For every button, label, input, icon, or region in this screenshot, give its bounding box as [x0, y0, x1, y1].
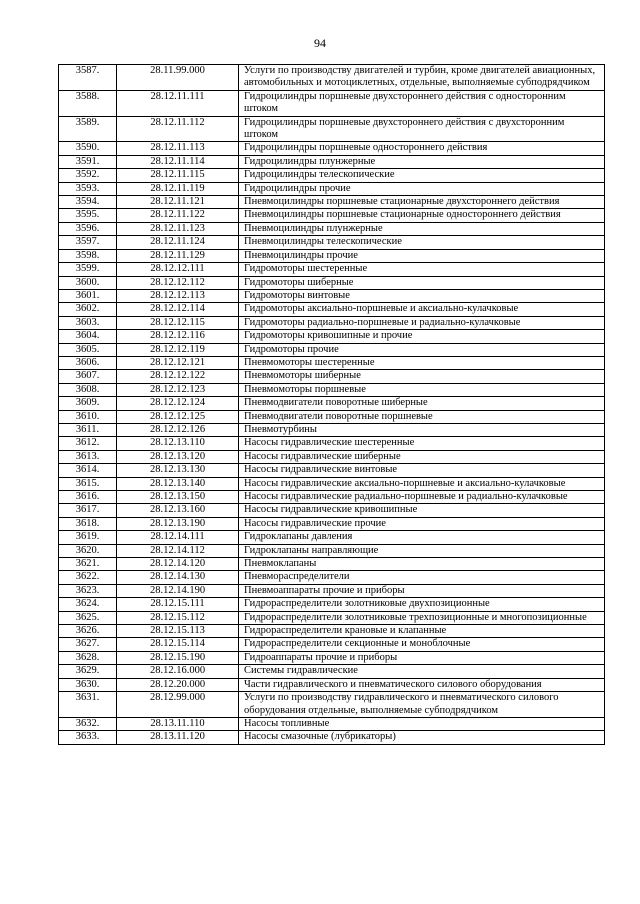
row-description: Гидроцилиндры плунжерные: [239, 155, 605, 168]
row-code: 28.12.14.111: [117, 531, 239, 544]
row-code: 28.12.99.000: [117, 692, 239, 718]
table-row: [59, 303, 605, 316]
row-number: 3608.: [59, 383, 117, 396]
row-code: 28.12.13.150: [117, 491, 239, 504]
row-code: 28.12.16.000: [117, 665, 239, 678]
table-row: [59, 155, 605, 168]
row-number: 3633.: [59, 731, 117, 744]
row-number: 3629.: [59, 665, 117, 678]
table-row: [59, 598, 605, 611]
row-code: 28.12.12.115: [117, 316, 239, 329]
row-code: 28.12.14.112: [117, 544, 239, 557]
row-code: 28.12.11.115: [117, 169, 239, 182]
row-number: 3600.: [59, 276, 117, 289]
table-row: [59, 558, 605, 571]
table-row: [59, 651, 605, 664]
row-code: 28.12.12.123: [117, 383, 239, 396]
row-number: 3626.: [59, 625, 117, 638]
row-number: 3588.: [59, 90, 117, 116]
row-number: 3610.: [59, 410, 117, 423]
row-code: 28.13.11.110: [117, 717, 239, 730]
row-description: Гидроклапаны направляющие: [239, 544, 605, 557]
row-description: Услуги по производству двигателей и турбин, кроме двигателей авиационных, автомобильных и мотоциклетных, отдельные, выполняемые субподрядчиком: [239, 65, 605, 91]
row-number: 3618.: [59, 517, 117, 530]
table-row: [59, 356, 605, 369]
row-number: 3607.: [59, 370, 117, 383]
table-row: [59, 517, 605, 530]
row-code: 28.12.13.110: [117, 437, 239, 450]
row-description: Гидроцилиндры телескопические: [239, 169, 605, 182]
row-number: 3615.: [59, 477, 117, 490]
table-row: [59, 383, 605, 396]
row-description: Пневмодвигатели поворотные поршневые: [239, 410, 605, 423]
row-description: Пневмоцилиндры прочие: [239, 249, 605, 262]
row-number: 3598.: [59, 249, 117, 262]
row-number: 3590.: [59, 142, 117, 155]
row-number: 3606.: [59, 356, 117, 369]
row-number: 3612.: [59, 437, 117, 450]
row-code: 28.12.15.112: [117, 611, 239, 624]
table-row: [59, 397, 605, 410]
row-number: 3602.: [59, 303, 117, 316]
table-row: [59, 196, 605, 209]
row-description: Гидроцилиндры поршневые одностороннего действия: [239, 142, 605, 155]
row-code: 28.12.12.112: [117, 276, 239, 289]
table-row: [59, 222, 605, 235]
row-code: 28.12.11.114: [117, 155, 239, 168]
row-number: 3591.: [59, 155, 117, 168]
row-description: Пневмораспределители: [239, 571, 605, 584]
table-row: [59, 450, 605, 463]
classification-table: [58, 64, 605, 745]
row-number: 3614.: [59, 464, 117, 477]
row-number: 3599.: [59, 263, 117, 276]
row-code: 28.12.15.111: [117, 598, 239, 611]
row-number: 3628.: [59, 651, 117, 664]
row-number: 3625.: [59, 611, 117, 624]
row-description: Гидромоторы шиберные: [239, 276, 605, 289]
row-code: 28.12.13.140: [117, 477, 239, 490]
table-row: [59, 464, 605, 477]
row-code: 28.12.11.111: [117, 90, 239, 116]
row-description: Гидрораспределители золотниковые трехпозиционные и многопозиционные: [239, 611, 605, 624]
row-number: 3632.: [59, 717, 117, 730]
row-description: Насосы гидравлические кривошипные: [239, 504, 605, 517]
row-description: Насосы гидравлические аксиально-поршневые и аксиально-кулачковые: [239, 477, 605, 490]
table-row: [59, 263, 605, 276]
row-number: 3611.: [59, 423, 117, 436]
row-description: Гидромоторы шестеренные: [239, 263, 605, 276]
row-code: 28.11.99.000: [117, 65, 239, 91]
row-description: Системы гидравлические: [239, 665, 605, 678]
row-code: 28.12.13.160: [117, 504, 239, 517]
table-row: [59, 584, 605, 597]
table-row: [59, 544, 605, 557]
table-row: [59, 692, 605, 718]
row-code: 28.12.11.122: [117, 209, 239, 222]
row-code: 28.12.12.113: [117, 289, 239, 302]
row-code: 28.12.11.121: [117, 196, 239, 209]
row-code: 28.12.20.000: [117, 678, 239, 691]
row-code: 28.13.11.120: [117, 731, 239, 744]
row-code: 28.12.12.126: [117, 423, 239, 436]
row-number: 3624.: [59, 598, 117, 611]
row-number: 3587.: [59, 65, 117, 91]
row-code: 28.12.12.121: [117, 356, 239, 369]
table-row: [59, 504, 605, 517]
table-row: [59, 330, 605, 343]
table-row: [59, 116, 605, 142]
row-code: 28.12.11.129: [117, 249, 239, 262]
row-code: 28.12.12.125: [117, 410, 239, 423]
row-number: 3627.: [59, 638, 117, 651]
table-row: [59, 182, 605, 195]
row-code: 28.12.12.114: [117, 303, 239, 316]
table-row: [59, 731, 605, 744]
table-row: [59, 236, 605, 249]
row-code: 28.12.12.116: [117, 330, 239, 343]
row-description: Пневмоаппараты прочие и приборы: [239, 584, 605, 597]
row-description: Услуги по производству гидравлического и пневматического силового оборудования отдельные, выполняемые субподрядчиком: [239, 692, 605, 718]
row-description: Гидроаппараты прочие и приборы: [239, 651, 605, 664]
row-number: 3631.: [59, 692, 117, 718]
row-number: 3604.: [59, 330, 117, 343]
row-description: Пневмомоторы поршневые: [239, 383, 605, 396]
row-code: 28.12.11.112: [117, 116, 239, 142]
row-code: 28.12.13.130: [117, 464, 239, 477]
row-code: 28.12.13.120: [117, 450, 239, 463]
row-description: Пневмомоторы шестеренные: [239, 356, 605, 369]
row-description: Пневмоцилиндры поршневые стационарные одностороннего действия: [239, 209, 605, 222]
row-code: 28.12.14.130: [117, 571, 239, 584]
row-description: Насосы гидравлические прочие: [239, 517, 605, 530]
table-row: [59, 437, 605, 450]
table-row: [59, 571, 605, 584]
row-number: 3609.: [59, 397, 117, 410]
row-number: 3596.: [59, 222, 117, 235]
row-number: 3630.: [59, 678, 117, 691]
table-row: [59, 316, 605, 329]
row-number: 3620.: [59, 544, 117, 557]
row-code: 28.12.15.113: [117, 625, 239, 638]
row-number: 3597.: [59, 236, 117, 249]
row-number: 3622.: [59, 571, 117, 584]
page-number: 94: [314, 36, 326, 50]
row-description: Насосы гидравлические шиберные: [239, 450, 605, 463]
row-number: 3595.: [59, 209, 117, 222]
row-description: Гидромоторы прочие: [239, 343, 605, 356]
row-code: 28.12.12.119: [117, 343, 239, 356]
table-row: [59, 289, 605, 302]
table-row: [59, 678, 605, 691]
table-row: [59, 276, 605, 289]
row-description: Гидрораспределители крановые и клапанные: [239, 625, 605, 638]
row-description: Пневмоцилиндры телескопические: [239, 236, 605, 249]
table-row: [59, 65, 605, 91]
row-code: 28.12.15.114: [117, 638, 239, 651]
row-code: 28.12.14.120: [117, 558, 239, 571]
table-row: [59, 343, 605, 356]
row-description: Пневмоцилиндры поршневые стационарные двухстороннего действия: [239, 196, 605, 209]
table-row: [59, 477, 605, 490]
row-description: Пневмоклапаны: [239, 558, 605, 571]
table-row: [59, 638, 605, 651]
table-row: [59, 531, 605, 544]
row-description: Гидроцилиндры прочие: [239, 182, 605, 195]
row-number: 3619.: [59, 531, 117, 544]
row-description: Гидроцилиндры поршневые двухстороннего действия с двухсторонним штоком: [239, 116, 605, 142]
row-number: 3621.: [59, 558, 117, 571]
table-row: [59, 370, 605, 383]
table-row: [59, 142, 605, 155]
table-row: [59, 410, 605, 423]
table-row: [59, 423, 605, 436]
row-number: 3603.: [59, 316, 117, 329]
row-description: Гидрораспределители золотниковые двухпозиционные: [239, 598, 605, 611]
row-code: 28.12.14.190: [117, 584, 239, 597]
table-row: [59, 717, 605, 730]
row-description: Гидромоторы кривошипные и прочие: [239, 330, 605, 343]
row-description: Насосы гидравлические шестеренные: [239, 437, 605, 450]
row-number: 3589.: [59, 116, 117, 142]
row-number: 3617.: [59, 504, 117, 517]
row-number: 3616.: [59, 491, 117, 504]
row-description: Пневмодвигатели поворотные шиберные: [239, 397, 605, 410]
table-row: [59, 90, 605, 116]
row-code: 28.12.11.119: [117, 182, 239, 195]
table-row: [59, 625, 605, 638]
row-number: 3605.: [59, 343, 117, 356]
row-description: Гидроклапаны давления: [239, 531, 605, 544]
table-row: [59, 209, 605, 222]
row-number: 3592.: [59, 169, 117, 182]
row-code: 28.12.11.113: [117, 142, 239, 155]
row-description: Пневмомоторы шиберные: [239, 370, 605, 383]
row-code: 28.12.12.122: [117, 370, 239, 383]
table-row: [59, 665, 605, 678]
table-row: [59, 491, 605, 504]
row-description: Гидромоторы винтовые: [239, 289, 605, 302]
row-code: 28.12.11.123: [117, 222, 239, 235]
table-row: [59, 169, 605, 182]
row-number: 3593.: [59, 182, 117, 195]
row-number: 3613.: [59, 450, 117, 463]
row-code: 28.12.12.111: [117, 263, 239, 276]
row-description: Пневмоцилиндры плунжерные: [239, 222, 605, 235]
row-code: 28.12.11.124: [117, 236, 239, 249]
row-description: Насосы топливные: [239, 717, 605, 730]
row-description: Гидромоторы аксиально-поршневые и аксиально-кулачковые: [239, 303, 605, 316]
table-row: [59, 611, 605, 624]
row-description: Гидрораспределители секционные и моноблочные: [239, 638, 605, 651]
row-number: 3623.: [59, 584, 117, 597]
row-description: Гидроцилиндры поршневые двухстороннего действия с односторонним штоком: [239, 90, 605, 116]
row-description: Гидромоторы радиально-поршневые и радиально-кулачковые: [239, 316, 605, 329]
table-row: [59, 249, 605, 262]
row-code: 28.12.15.190: [117, 651, 239, 664]
row-description: Части гидравлического и пневматического силового оборудования: [239, 678, 605, 691]
row-number: 3601.: [59, 289, 117, 302]
row-number: 3594.: [59, 196, 117, 209]
row-code: 28.12.12.124: [117, 397, 239, 410]
table-body: [59, 65, 605, 745]
row-description: Насосы смазочные (лубрикаторы): [239, 731, 605, 744]
row-description: Насосы гидравлические винтовые: [239, 464, 605, 477]
row-description: Насосы гидравлические радиально-поршневые и радиально-кулачковые: [239, 491, 605, 504]
row-description: Пневмотурбины: [239, 423, 605, 436]
row-code: 28.12.13.190: [117, 517, 239, 530]
